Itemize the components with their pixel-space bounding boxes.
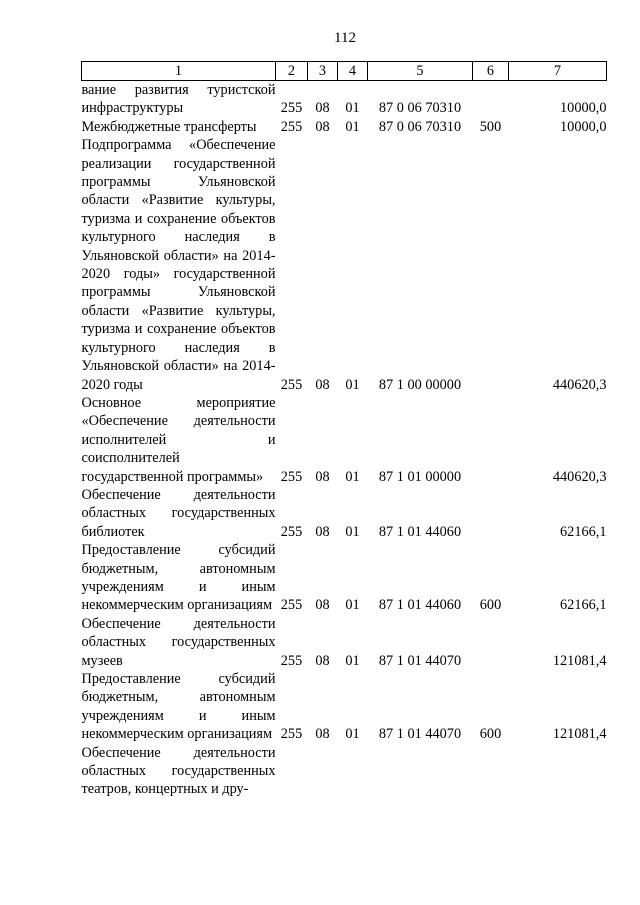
row-target-article: 87 1 01 00000 <box>378 468 462 485</box>
row-subsection: 01 <box>345 118 360 135</box>
row-admin-code: 255 <box>280 652 303 669</box>
row-admin-code <box>276 744 308 799</box>
row-target-article <box>368 744 473 799</box>
row-name: Обеспечение деятельности областных государственных библиотек <box>81 486 276 540</box>
row-expense-type <box>473 394 509 486</box>
row-admin-code: 255 <box>280 376 303 393</box>
row-subsection: 01 <box>345 468 360 485</box>
row-expense-type: 600 <box>479 597 502 614</box>
row-subsection: 01 <box>345 100 360 117</box>
table-row <box>82 670 607 744</box>
row-name: Обеспечение деятельности областных государственных музеев <box>81 615 276 669</box>
row-target-article: 87 1 00 00000 <box>378 376 462 393</box>
page-number: 112 <box>334 30 356 46</box>
table-row <box>82 394 607 486</box>
row-expense-type: 500 <box>479 118 502 135</box>
header-col-2: 2 <box>276 62 308 81</box>
row-subsection: 01 <box>345 652 360 669</box>
row-admin-code: 255 <box>280 100 303 117</box>
row-section: 08 <box>315 523 330 540</box>
row-expense-type <box>473 136 509 394</box>
row-name: Предоставление субсидий бюджетным, автономным учреждениям и иным некоммерческим организациям <box>81 671 276 743</box>
row-target-article: 87 0 06 70310 <box>378 100 462 117</box>
row-name: Межбюджетные трансферты <box>81 118 257 135</box>
table-row <box>82 118 607 136</box>
header-col-1: 1 <box>82 62 276 81</box>
row-amount <box>509 744 607 799</box>
row-expense-type: 600 <box>479 726 502 743</box>
row-expense-type <box>473 615 509 670</box>
row-amount: 440620,3 <box>552 376 607 393</box>
table-row <box>82 136 607 394</box>
table-row <box>82 541 607 615</box>
row-admin-code: 255 <box>280 468 303 485</box>
row-amount: 62166,1 <box>560 523 607 540</box>
row-admin-code: 255 <box>280 726 303 743</box>
row-target-article: 87 1 01 44060 <box>378 597 462 614</box>
header-col-7: 7 <box>509 62 607 81</box>
table-body <box>82 81 607 799</box>
row-target-article: 87 0 06 70310 <box>378 118 462 135</box>
row-expense-type <box>473 486 509 541</box>
row-amount: 10000,0 <box>560 100 607 117</box>
row-section: 08 <box>315 652 330 669</box>
row-admin-code: 255 <box>280 523 303 540</box>
row-section: 08 <box>315 100 330 117</box>
row-admin-code: 255 <box>280 118 303 135</box>
table-row <box>82 615 607 670</box>
header-col-3: 3 <box>308 62 338 81</box>
row-expense-type <box>473 81 509 118</box>
row-target-article: 87 1 01 44070 <box>378 652 462 669</box>
row-section: 08 <box>315 597 330 614</box>
row-subsection: 01 <box>345 726 360 743</box>
table-row <box>82 744 607 799</box>
row-name: вание развития туристской инфраструктуры <box>81 82 276 117</box>
row-amount: 121081,4 <box>552 726 607 743</box>
row-amount: 10000,0 <box>560 118 607 135</box>
row-amount: 121081,4 <box>552 652 607 669</box>
row-section <box>308 744 338 799</box>
row-section: 08 <box>315 726 330 743</box>
header-col-4: 4 <box>338 62 368 81</box>
row-subsection: 01 <box>345 376 360 393</box>
row-amount: 440620,3 <box>552 468 607 485</box>
row-subsection: 01 <box>345 597 360 614</box>
row-subsection <box>338 744 368 799</box>
row-section: 08 <box>315 376 330 393</box>
budget-table <box>81 61 607 799</box>
row-section: 08 <box>315 118 330 135</box>
row-name: Обеспечение деятельности областных государственных театров, концертных и дру- <box>81 744 276 798</box>
row-name: Подпрограмма «Обеспечение реализации государственной программы Ульяновской области «Развитие культуры, туризма и сохранение объектов культурного наследия в Ульяновской области» на 2014-2020 годы» государственной программы Ульяновской области «Развитие культуры, туризма и сохранение объектов культурного наследия в Ульяновской области» на 2014-2020 годы <box>81 137 276 393</box>
table-row <box>82 81 607 118</box>
row-admin-code: 255 <box>280 597 303 614</box>
row-name: Предоставление субсидий бюджетным, автономным учреждениям и иным некоммерческим организациям <box>81 542 276 614</box>
row-name: Основное мероприятие «Обеспечение деятельности исполнителей и соисполнителей государственной программы» <box>81 394 276 485</box>
row-expense-type <box>473 744 509 799</box>
header-col-6: 6 <box>473 62 509 81</box>
table-row <box>82 486 607 541</box>
table-header <box>82 62 607 81</box>
row-subsection: 01 <box>345 523 360 540</box>
header-row <box>82 62 607 81</box>
row-target-article: 87 1 01 44060 <box>378 523 462 540</box>
row-target-article: 87 1 01 44070 <box>378 726 462 743</box>
header-col-5: 5 <box>368 62 473 81</box>
row-amount: 62166,1 <box>560 597 607 614</box>
row-section: 08 <box>315 468 330 485</box>
